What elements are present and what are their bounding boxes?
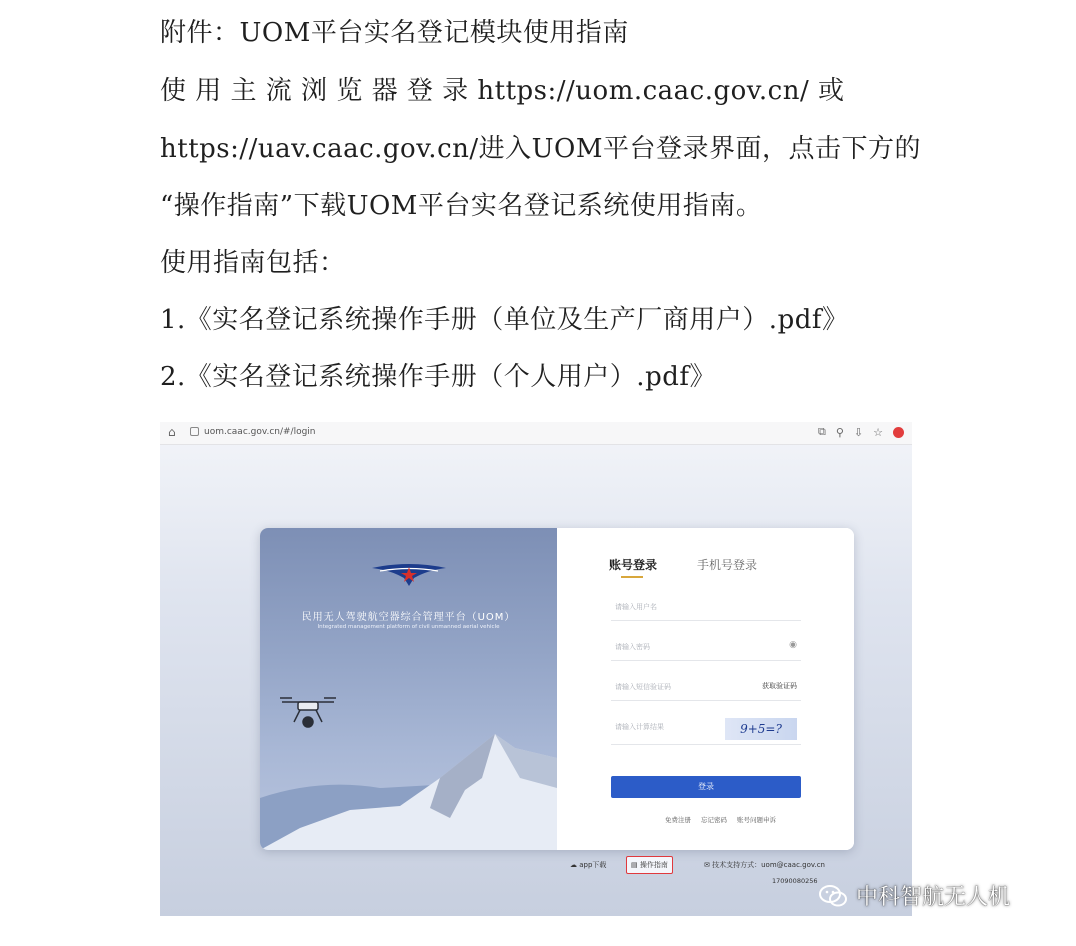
- browser-address-bar: [160, 422, 912, 445]
- get-code-button[interactable]: 获取验证码: [762, 682, 797, 690]
- mountain-image: [260, 718, 557, 850]
- doc-list-item-1: 1.《实名登记系统操作手册（单位及生产厂商用户）.pdf》: [160, 305, 849, 335]
- tab-account-login[interactable]: 账号登录: [609, 558, 658, 572]
- doc-paragraph-line-1: 使 用 主 流 浏 览 器 登 录 https://uom.caac.gov.cn/ 或: [160, 76, 845, 106]
- operation-guide-button[interactable]: [626, 856, 673, 874]
- document-icon: ▤: [631, 861, 638, 869]
- caac-emblem-icon: [370, 558, 448, 588]
- watermark-text: 中科智航无人机: [856, 885, 1011, 910]
- hero-panel: [260, 528, 557, 850]
- extension-icon[interactable]: [893, 427, 904, 438]
- star-icon[interactable]: ☆: [873, 425, 883, 439]
- address-url[interactable]: uom.caac.gov.cn/#/login: [204, 427, 316, 437]
- forgot-password-link[interactable]: 忘记密码: [701, 816, 727, 824]
- username-placeholder: 请输入用户名: [615, 603, 657, 611]
- account-issue-link[interactable]: 账号问题申诉: [737, 816, 776, 824]
- download-icon[interactable]: ⇩: [853, 425, 864, 439]
- doc-paragraph-line-2: https://uav.caac.gov.cn/进入UOM平台登录界面，点击下方的: [160, 134, 921, 164]
- active-tab-indicator: [621, 576, 643, 578]
- eye-icon[interactable]: ◉: [789, 640, 797, 650]
- app-download-link[interactable]: [570, 860, 606, 870]
- platform-title: 民用无人驾驶航空器综合管理平台（UOM）: [301, 612, 516, 623]
- tech-support-label: 技术支持方式：uom@caac.gov.cn: [712, 861, 825, 869]
- embedded-screenshot: [160, 422, 912, 916]
- support-phone: 17090080256: [772, 877, 818, 885]
- sms-code-placeholder: 请输入短信验证码: [615, 683, 671, 691]
- login-card: [260, 528, 854, 850]
- doc-includes-label: 使用指南包括：: [160, 248, 346, 278]
- document-heading: 附件：UOM平台实名登记模块使用指南: [160, 18, 629, 48]
- tech-support-info: [704, 860, 825, 870]
- username-field[interactable]: [611, 594, 801, 621]
- doc-list-item-2: 2.《实名登记系统操作手册（个人用户）.pdf》: [160, 362, 716, 392]
- home-icon[interactable]: ⌂: [168, 425, 176, 439]
- login-button[interactable]: 登录: [611, 776, 801, 798]
- doc-paragraph-line-3: “操作指南”下载UOM平台实名登记系统使用指南。: [160, 191, 763, 221]
- browser-toolbar: [818, 425, 904, 439]
- captcha-image[interactable]: 9+5=?: [725, 718, 797, 740]
- register-link[interactable]: 免费注册: [665, 816, 691, 824]
- captcha-placeholder: 请输入计算结果: [615, 723, 664, 731]
- wechat-watermark: [818, 880, 1010, 911]
- password-field[interactable]: [611, 634, 801, 661]
- operation-guide-label: 操作指南: [639, 861, 668, 869]
- form-links: [665, 815, 776, 824]
- share-icon[interactable]: ⧉: [817, 425, 826, 438]
- mail-icon: ✉: [704, 861, 710, 869]
- sms-code-field[interactable]: [611, 674, 801, 701]
- tab-phone-login[interactable]: 手机号登录: [697, 558, 758, 572]
- app-download-label: app下载: [579, 861, 607, 869]
- lock-icon: [190, 427, 199, 436]
- zoom-icon[interactable]: ⚲: [835, 425, 844, 439]
- password-placeholder: 请输入密码: [615, 643, 650, 651]
- login-form: [557, 528, 854, 850]
- cloud-download-icon: ☁: [570, 861, 577, 869]
- platform-subtitle: Integrated management platform of civil unmanned aerial vehicle: [317, 624, 500, 630]
- captcha-field[interactable]: [611, 714, 801, 745]
- wechat-icon: [818, 883, 848, 909]
